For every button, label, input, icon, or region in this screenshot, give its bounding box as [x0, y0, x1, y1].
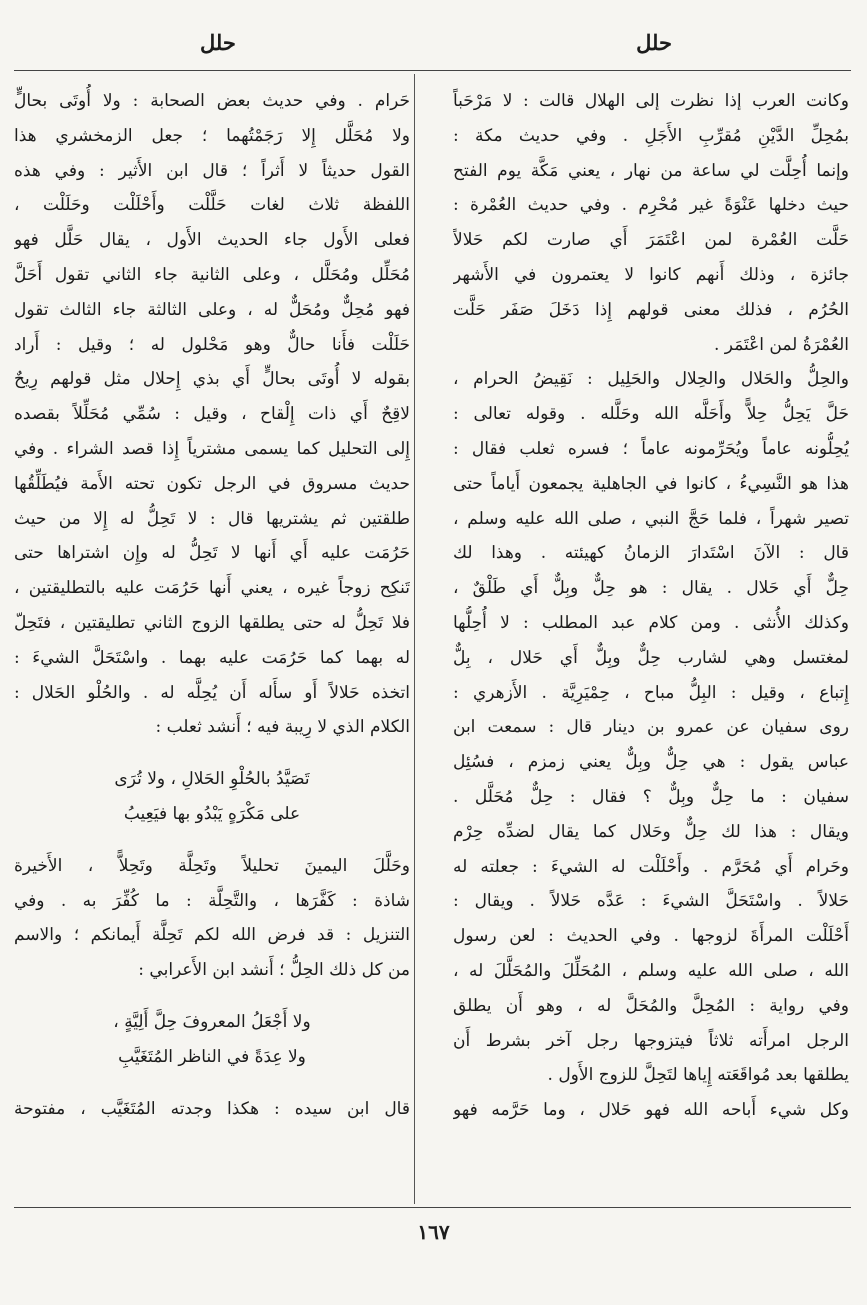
- text-line: مُحَلِّل ومُحَلَّل ، وعلى الثانية جاء الثاني تقول أَحَلَّ: [14, 264, 410, 285]
- text-line: اللفظة ثلاث لغات حَلَّلْت وأَحْلَلْت وحَلَلْت ،: [14, 195, 410, 216]
- text-line: قال : الآنَ اسْتَدارَ الزمانُ كهيئته . وهذا لك: [453, 543, 849, 564]
- text-line: يُحِلُّونه عاماً ويُحَرِّمونه عاماً ؛ فسره ثعلب فقال :: [453, 438, 849, 459]
- text-line: هذا هو النَّسِيءُ ، كانوا في الجاهلية يجمعون أَياماً حتى: [453, 473, 849, 494]
- text-line: والحِلُّ والحَلال والحِلال والحَلِيل : نَقِيضُ الحرام ،: [453, 369, 849, 390]
- text-line: وفي رواية : المُحِلَّ والمُحَلَّ له ، وهو أَن يطلق: [453, 995, 849, 1016]
- text-line: له بهما كما حَرُمَت عليه بهما . واسْتَحَلَّ الشيءَ :: [14, 647, 410, 668]
- text-line: عباس يقول : هي حِلٌّ وبِلٌّ يعني زمزم ، فسُئِل: [453, 752, 849, 773]
- verse-line: ولا عِدَةً في الناظر المُتَغَيَّبِ: [118, 1046, 306, 1067]
- verse-block-1: [14, 762, 410, 832]
- text-line: أَحْلَلْت المرأَةَ لزوجها . وفي الحديث : لعن رسول: [453, 926, 849, 947]
- verse-block-2: [14, 1005, 410, 1075]
- text-line: طلقتين ثم يشتريها قال : لا تَحِلُّ له إِلا من حيث: [14, 508, 410, 529]
- text-line: الكلام الذي لا رِيبة فيه ؛ أَنشد ثعلب :: [155, 717, 410, 738]
- text-line: التنزيل : قد فرض الله لكم تَحِلَّة أَيمانكم ؛ والاسم: [14, 925, 410, 946]
- page-number: ١٦٧: [417, 1220, 450, 1244]
- text-line: فلا تَحِلُّ له حتى يطلقها الزوج الثاني تطليقتين ، فتَحِلّ: [14, 612, 410, 633]
- text-line: لمغتسل وهي لشارب حِلٌّ وبِلٌّ أَي حَلال ، بِلٌّ: [453, 647, 849, 668]
- text-line: وإنما أُحِلَّت لي ساعة من نهار ، يعني مَكَّة يوم الفتح: [453, 160, 849, 181]
- verse-spacing: [14, 1075, 410, 1092]
- running-header-right: حلل: [636, 30, 672, 55]
- text-line: حَرام . وفي حديث بعض الصحابة : ولا أُوتَى بحالٍّ: [14, 91, 410, 111]
- left-column: [14, 84, 410, 1202]
- verse-line: ولا أَجْعَلُ المعروفَ حِلَّ أَلِيَّةٍ ،: [113, 1011, 311, 1032]
- text-line: العُمْرَةُ لمن اعْتَمَر .: [714, 334, 849, 355]
- text-line: الله ، صلى الله عليه وسلم ، المُحَلِّلَ والمُحَلَّلَ له ،: [453, 960, 849, 981]
- text-line: القول حديثاً لا أَثراً ؛ قال ابن الأَثير : وفي هذه: [14, 160, 410, 181]
- text-line: جائزة ، وذلك أَنهم كانوا لا يعتمرون في الأَشهر: [453, 264, 849, 285]
- left-column-text-middle: [14, 849, 410, 988]
- text-line: الحُرُم ، فذلك معنى قولهم إِذا دَخَلَ صَفَر حَلَّت: [453, 299, 849, 320]
- text-line: قال ابن سيده : هكذا وجدته المُتَغَيَّب ، مفتوحة: [14, 1098, 410, 1119]
- left-column-text-bottom: [14, 1092, 410, 1127]
- verse-spacing: [14, 832, 410, 849]
- text-line: تصير شهراً ، فلما حَجَّ النبي ، صلى الله عليه وسلم ،: [453, 508, 849, 529]
- left-column-text-top: [14, 84, 410, 745]
- text-line: بقوله لا أُوتَى بحالٍّ أَي بذي إِحلال مثل قولهم رِيحٌ: [14, 369, 410, 390]
- text-line: وكذلك الأُنثى . ومن كلام عبد المطلب : لا أُحِلُّها: [453, 612, 849, 633]
- text-line: بمُحِلِّ الدَّيْنِ مُقرِّبِ الأَجَلِ . وفي حديث مكة :: [453, 125, 849, 146]
- text-line: حديث مسروق في الرجل تكون تحته الأَمة فيُطَلِّقُها: [14, 473, 410, 494]
- verse-line: تَصَيَّدُ بالحُلْوِ الحَلالِ ، ولا تُرَى: [114, 769, 310, 790]
- text-line: شاذة : كَفَّرَها ، والتَّحِلَّة : ما كُفِّرَ به . وفي: [14, 890, 410, 911]
- text-line: لاقِحٌ أَي ذات إِلْقاح ، وقيل : سُمِّي مُحَلِّلاً بقصده: [14, 404, 410, 425]
- text-line: سفيان : ما حِلٌّ وبِلٌّ ؟ فقال : حِلٌّ مُحَلَّل .: [453, 786, 849, 807]
- text-line: ولا مُحَلَّل إِلا رَجَمْتُهما ؛ جعل الزمخشري هذا: [14, 125, 410, 146]
- text-line: حَلالاً . واسْتَحَلَّ الشيءَ : عَدَّه حَلالاً . ويقال :: [453, 891, 849, 912]
- text-line: ويقال : هذا لك حِلٌّ وحَلال كما يقال لضدِّه حِرْم: [453, 821, 849, 842]
- text-line: حَلَلْت فأَنا حالٌّ وهو مَحْلول له ؛ وقيل : أَراد: [14, 334, 410, 355]
- footer-rule: [14, 1207, 851, 1208]
- verse-spacing: [14, 745, 410, 762]
- header-rule: [14, 70, 851, 71]
- text-line: يطلقها بعد مُواقَعَته إِياها لتَحِلَّ للزوج الأَول .: [547, 1065, 849, 1086]
- text-line: إِتباع ، وقيل : البِلُّ مباح ، حِمْيَرِيَّة . الأَزهري :: [453, 682, 849, 703]
- column-divider: [414, 74, 415, 1204]
- text-line: اتخذه حَلالاً أَو سأَله أَن يُحِلَّه له . والحُلْو الحَلال :: [14, 682, 410, 703]
- text-line: فهو مُحِلٌّ ومُحَلٌّ له ، وعلى الثالثة جاء الثالث تقول: [14, 299, 410, 320]
- text-line: وكانت العرب إذا نظرت إلى الهلال قالت : لا مَرْحَباً: [453, 91, 849, 111]
- text-line: إِلى التحليل كما يسمى مشترياً إِذا قصد الشراء . وفي: [14, 438, 410, 459]
- text-line: وكل شيء أَباحه الله فهو حَلال ، وما حَرَّمه فهو: [453, 1100, 849, 1121]
- text-line: من كل ذلك الحِلُّ ؛ أَنشد ابن الأَعرابي :: [138, 960, 410, 981]
- running-header-left: حلل: [200, 30, 236, 55]
- text-line: حَرُمَت عليه أَي أَنها لا تَحِلُّ له وإِن اشتراها حتى: [14, 543, 410, 564]
- text-line: حَلَّ يَحِلُّ حِلاًّ وأَحَلَّه الله وحَلَّله . وقوله تعالى :: [453, 404, 849, 425]
- text-line: الرجل امرأَته ثلاثاً فيتزوجها رجل آخر بشرط أَن: [453, 1030, 849, 1051]
- right-column: [453, 84, 849, 1202]
- verse-line: على مَكْرَهٍ يَبْدُو بها فيَعِيبُ: [123, 803, 301, 824]
- text-line: حِلٌّ أَي حَلال . يقال : هو حِلٌّ وبِلٌّ أَي طَلْقٌ ،: [453, 578, 849, 599]
- verse-spacing: [14, 988, 410, 1005]
- text-line: حَلَّت العُمْرة لمن اعْتَمَرَ أَي صارت لكم حَلالاً: [453, 230, 849, 251]
- text-line: روى سفيان عن عمرو بن دينار قال : سمعت ابن: [453, 717, 849, 738]
- text-line: وحَرام أَي مُحَرَّم . وأَحْلَلْت له الشيءَ : جعلته له: [453, 856, 849, 877]
- text-line: حيث دخلها عَنْوَةً غير مُحْرِم . وفي حديث العُمْرة :: [453, 195, 849, 216]
- text-line: وحَلَّلَ اليمينَ تحليلاً وتَحِلَّة وتَحِلاًّ ، الأَخيرة: [14, 855, 410, 876]
- text-line: فعلى الأَول جاء الحديث الأَول ، يقال حَلَّل فهو: [14, 230, 410, 251]
- text-line: تَنكِح زوجاً غيره ، يعني أَنها حَرُمَت عليه بالتطليقتين ،: [14, 578, 410, 599]
